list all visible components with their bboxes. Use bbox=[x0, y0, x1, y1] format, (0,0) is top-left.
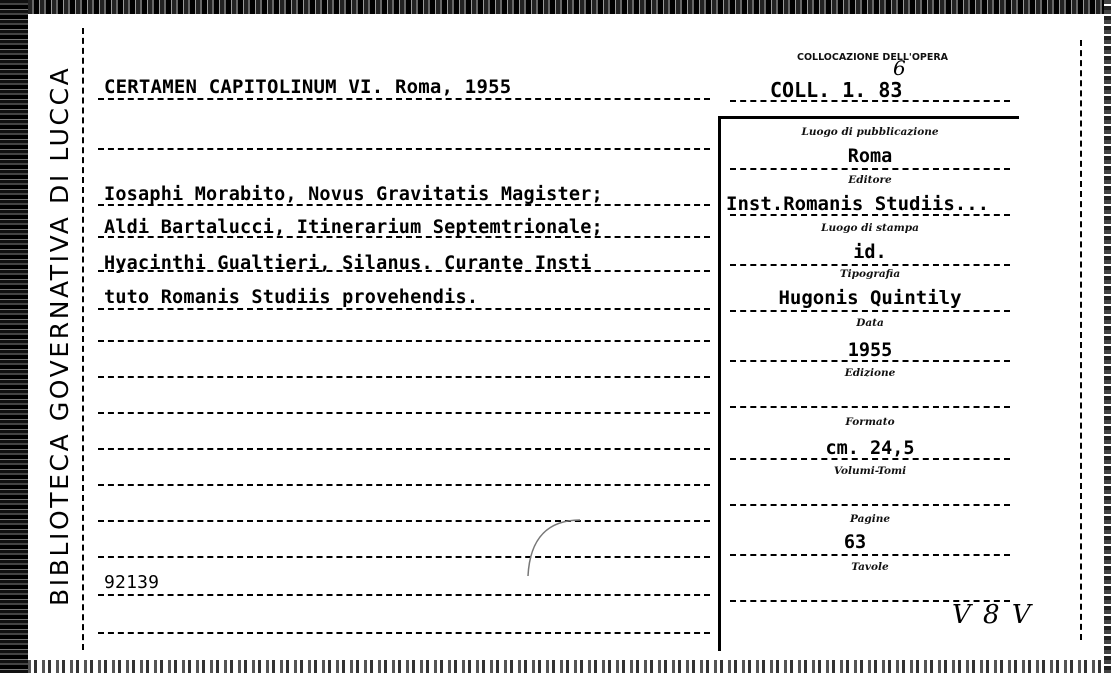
card-title: CERTAMEN CAPITOLINUM VI. Roma, 1955 bbox=[104, 76, 512, 98]
ruled-line bbox=[98, 556, 710, 558]
ruled-line bbox=[98, 484, 710, 486]
ruled-line bbox=[98, 520, 710, 522]
formato-value: cm. 24,5 bbox=[825, 438, 915, 459]
body-line-3: Hyacinthi Gualtieri, Silanus. Curante Insti bbox=[104, 253, 592, 274]
tipografia-label: Tipografia bbox=[839, 268, 901, 280]
library-name: BIBLIOTECA GOVERNATIVA DI LUCCA bbox=[45, 65, 74, 606]
ruled-line bbox=[730, 406, 1010, 408]
edizione-label: Edizione bbox=[844, 367, 896, 379]
right-margin-rule bbox=[1080, 40, 1084, 640]
body-line-1: Iosaphi Morabito, Novus Gravitatis Magister; bbox=[104, 184, 603, 205]
data-label: Data bbox=[856, 317, 884, 329]
collocation-label: COLLOCAZIONE DELL'OPERA bbox=[796, 52, 949, 63]
ruled-line bbox=[98, 98, 710, 100]
ruled-line bbox=[730, 100, 1010, 102]
ruled-line bbox=[98, 448, 710, 450]
ruled-line bbox=[98, 412, 710, 414]
stampa-label: Luogo di stampa bbox=[821, 222, 919, 234]
ruled-line bbox=[98, 632, 710, 634]
card-bottom-edge bbox=[28, 660, 1104, 673]
ruled-line bbox=[730, 360, 1010, 362]
ruled-line bbox=[730, 214, 1010, 216]
ruled-line bbox=[98, 148, 710, 150]
tipografia-value: Hugonis Quintily bbox=[778, 287, 962, 309]
ruled-line bbox=[98, 594, 710, 596]
pencil-mark bbox=[520, 516, 590, 586]
luogo-label: Luogo di pubblicazione bbox=[801, 126, 939, 138]
data-value: 1955 bbox=[847, 340, 893, 361]
ruled-line bbox=[98, 308, 710, 310]
ruled-line bbox=[730, 458, 1010, 460]
body-line-2: Aldi Bartalucci, Itinerarium Septemtrionale; bbox=[104, 217, 603, 238]
volumi-label: Volumi-Tomi bbox=[833, 465, 907, 477]
inventory-number: 92139 bbox=[104, 572, 160, 593]
formato-label: Formato bbox=[845, 416, 895, 428]
collocation-annotation: 6 bbox=[893, 56, 906, 80]
card-right-edge bbox=[1104, 0, 1111, 673]
collocation-value: COLL. 1. 83 bbox=[770, 78, 903, 102]
ruled-line bbox=[730, 310, 1010, 312]
body-line-4: tuto Romanis Studiis provehendis. bbox=[104, 287, 479, 308]
editore-label: Editore bbox=[848, 174, 892, 186]
tavole-label: Tavole bbox=[851, 561, 889, 573]
pagine-value: 63 bbox=[843, 532, 867, 553]
ruled-line bbox=[98, 340, 710, 342]
handwritten-note: V 8 V bbox=[952, 600, 1033, 630]
ruled-line bbox=[730, 264, 1010, 266]
stampa-value: id. bbox=[853, 242, 887, 263]
ruled-line bbox=[730, 504, 1010, 506]
luogo-value: Roma bbox=[847, 146, 893, 167]
ruled-line bbox=[98, 376, 710, 378]
left-margin-rule bbox=[82, 28, 87, 650]
pagine-label: Pagine bbox=[849, 513, 891, 525]
editore-value: Inst.Romanis Studiis... bbox=[726, 193, 990, 215]
ruled-line bbox=[730, 554, 1010, 556]
card-top-edge bbox=[28, 0, 1111, 14]
ruled-line bbox=[730, 168, 1010, 170]
card-left-edge bbox=[0, 0, 28, 673]
